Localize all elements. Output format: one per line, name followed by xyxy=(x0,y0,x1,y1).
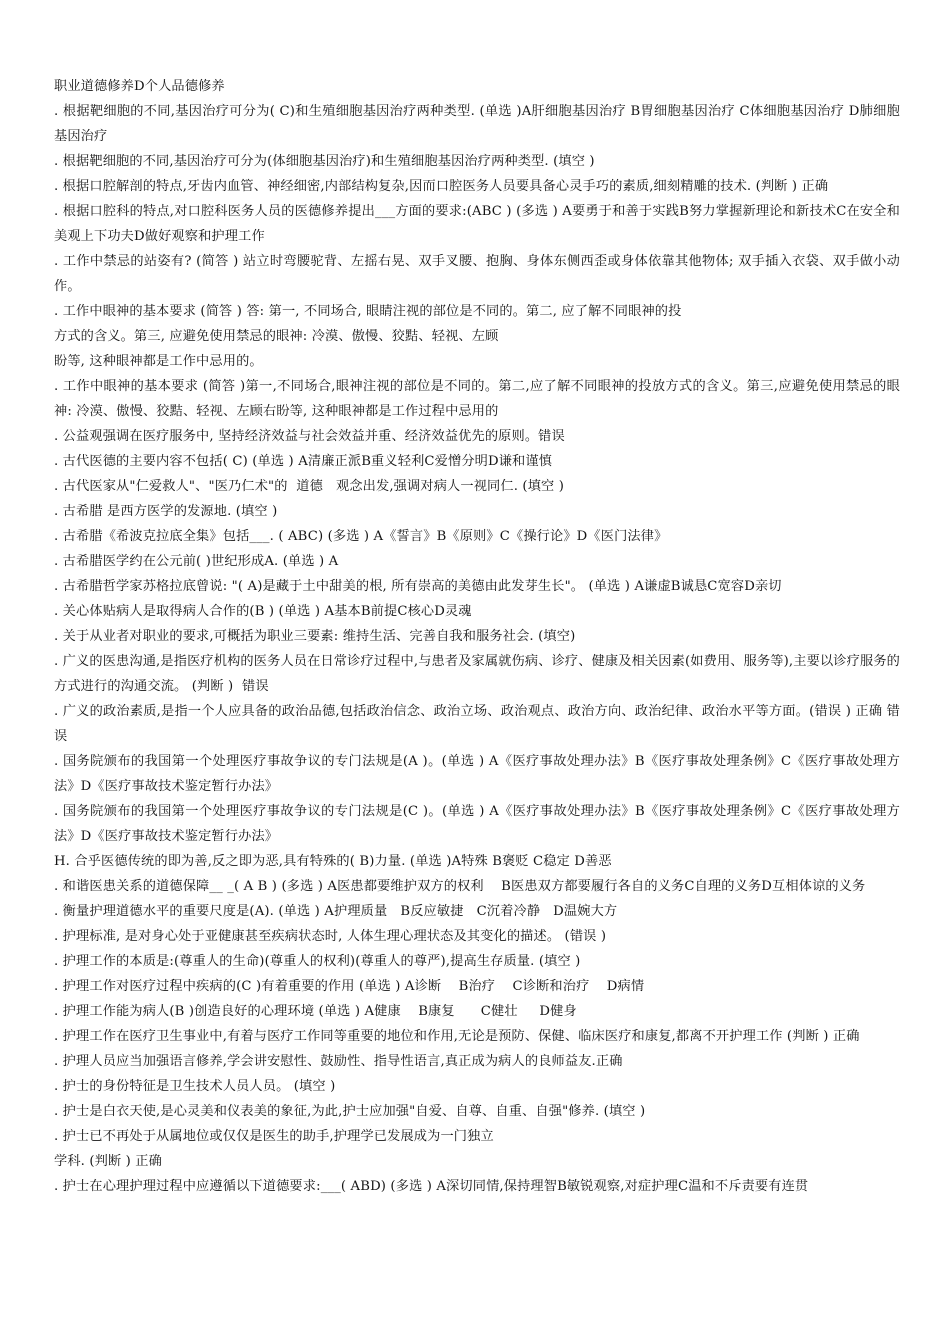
question-item: . 护理标准, 是对身心处于亚健康甚至疾病状态时, 人体生理心理状态及其变化的描述。 (错误 ) xyxy=(54,929,607,944)
document-body xyxy=(54,74,900,1199)
text-line: 职业道德修养D个人品德修养 xyxy=(54,79,225,94)
question-item: . 护理工作能为病人(B )创造良好的心理环境 (单选 ) A健康 B康复 C健壮 D健身 xyxy=(54,1004,577,1019)
question-item: . 工作中禁忌的站姿有? (简答 ) 站立时弯腰驼背、左摇右晃、双手叉腰、抱胸、身体东侧西歪或身体依靠其他物体; 双手插入衣袋、双手做小动作。 xyxy=(54,254,900,294)
question-item: . 公益观强调在医疗服务中, 坚持经济效益与社会效益并重、经济效益优先的原则。错误 xyxy=(54,429,565,444)
text-line: 盼等, 这种眼神都是工作中忌用的。 xyxy=(54,354,263,369)
question-item: . 关于从业者对职业的要求,可概括为职业三要素: 维持生活、完善自我和服务社会. (填空) xyxy=(54,629,576,644)
text-line: 学科. (判断 ) 正确 xyxy=(54,1154,162,1169)
question-item: . 护士已不再处于从属地位或仅仅是医生的助手,护理学已发展成为一门独立 xyxy=(54,1129,494,1144)
question-item: . 工作中眼神的基本要求 (简答 )第一,不同场合,眼神注视的部位是不同的。第二,应了解不同眼神的投放方式的含义。第三,应避免使用禁忌的眼神: 冷漠、傲慢、狡黠、轻视、左顾右盼等, 这种眼神都是工作过程中忌用的 xyxy=(54,379,900,419)
question-item: . 护士是白衣天使,是心灵美和仪表美的象征,为此,护士应加强"自爱、自尊、自重、自强"修养. (填空 ) xyxy=(54,1104,646,1119)
question-item: . 护士的身份特征是卫生技术人员人员。 (填空 ) xyxy=(54,1079,336,1094)
question-item: . 根据靶细胞的不同,基因治疗可分为( C)和生殖细胞基因治疗两种类型. (单选 )A肝细胞基因治疗 B胃细胞基因治疗 C体细胞基因治疗 D肺细胞基因治疗 xyxy=(54,104,900,144)
text-line: 方式的含义。第三, 应避免使用禁忌的眼神: 冷漠、傲慢、狡黠、轻视、左顾 xyxy=(54,329,499,344)
question-item: . 护士在心理护理过程中应遵循以下道德要求:___( ABD) (多选 ) A深切同情,保持理智B敏锐观察,对症护理C温和不斥责要有连贯 xyxy=(54,1179,809,1194)
question-item: . 国务院颁布的我国第一个处理医疗事故争议的专门法规是(A )。(单选 ) A《医疗事故处理办法》B《医疗事故处理条例》C《医疗事故处理方法》D《医疗事故技术鉴定暂行办法》 xyxy=(54,754,900,794)
question-item: . 关心体贴病人是取得病人合作的(B ) (单选 ) A基本B前提C核心D灵魂 xyxy=(54,604,472,619)
question-item: . 古希腊哲学家苏格拉底曾说: "( A)是藏于土中甜美的根, 所有崇高的美德由此发芽生长"。 (单选 ) A谦虚B诚恳C宽容D亲切 xyxy=(54,579,782,594)
question-item: . 护理人员应当加强语言修养,学会讲安慰性、鼓励性、指导性语言,真正成为病人的良师益友.正确 xyxy=(54,1054,623,1069)
question-item: H. 合乎医德传统的即为善,反之即为恶,具有特殊的( B)力量. (单选 )A特殊 B褒贬 C稳定 D善恶 xyxy=(54,854,612,869)
question-item: . 古希腊《希波克拉底全集》包括___. ( ABC) (多选 ) A《誓言》B《原则》C《操行论》D《医门法律》 xyxy=(54,529,668,544)
question-item: . 护理工作在医疗卫生事业中,有着与医疗工作同等重要的地位和作用,无论是预防、保健、临床医疗和康复,都离不开护理工作 (判断 ) 正确 xyxy=(54,1029,860,1044)
question-item: . 古希腊 是西方医学的发源地. (填空 ) xyxy=(54,504,278,519)
question-item: . 工作中眼神的基本要求 (简答 ) 答: 第一, 不同场合, 眼睛注视的部位是不同的。第二, 应了解不同眼神的投 xyxy=(54,304,682,319)
question-item: . 古代医德的主要内容不包括( C) (单选 ) A清廉正派B重义轻利C爱憎分明D谦和谨慎 xyxy=(54,454,553,469)
question-item: . 衡量护理道德水平的重要尺度是(A). (单选 ) A护理质量 B反应敏捷 C沉着冷静 D温婉大方 xyxy=(54,904,618,919)
question-item: . 护理工作的本质是:(尊重人的生命)(尊重人的权利)(尊重人的尊严),提高生存质量. (填空 ) xyxy=(54,954,581,969)
question-item: . 根据口腔科的特点,对口腔科医务人员的医德修养提出___方面的要求:(ABC ) (多选 ) A要勇于和善于实践B努力掌握新理论和新技术C在安全和美观上下功夫D做好观察和护理工作 xyxy=(54,204,900,244)
question-item: . 根据口腔解剖的特点,牙齿内血管、神经细密,内部结构复杂,因而口腔医务人员要具备心灵手巧的素质,细刻精雕的技术. (判断 ) 正确 xyxy=(54,179,829,194)
question-item: . 广义的医患沟通,是指医疗机构的医务人员在日常诊疗过程中,与患者及家属就伤病、诊疗、健康及相关因素(如费用、服务等),主要以诊疗服务的方式进行的沟通交流。 (判断 ) 错误 xyxy=(54,654,900,694)
question-item: . 古希腊医学约在公元前( )世纪形成A. (单选 ) A xyxy=(54,554,339,569)
question-item: . 和谐医患关系的道德保障__ _( A B ) (多选 ) A医患都要维护双方的权利 B医患双方都要履行各自的义务C自理的义务D互相体谅的义务 xyxy=(54,879,866,894)
question-item: . 国务院颁布的我国第一个处理医疗事故争议的专门法规是(C )。(单选 ) A《医疗事故处理办法》B《医疗事故处理条例》C《医疗事故处理方法》D《医疗事故技术鉴定暂行办法》 xyxy=(54,804,900,844)
question-item: . 广义的政治素质,是指一个人应具备的政治品德,包括政治信念、政治立场、政治观点、政治方向、政治纪律、政治水平等方面。(错误 ) 正确 错误 xyxy=(54,704,900,744)
question-item: . 根据靶细胞的不同,基因治疗可分为(体细胞基因治疗)和生殖细胞基因治疗两种类型. (填空 ) xyxy=(54,154,595,169)
question-item: . 古代医家从"仁爱救人"、"医乃仁术"的 道德 观念出发,强调对病人一视同仁. (填空 ) xyxy=(54,479,565,494)
question-item: . 护理工作对医疗过程中疾病的(C )有着重要的作用 (单选 ) A诊断 B治疗 C诊断和治疗 D病情 xyxy=(54,979,645,994)
